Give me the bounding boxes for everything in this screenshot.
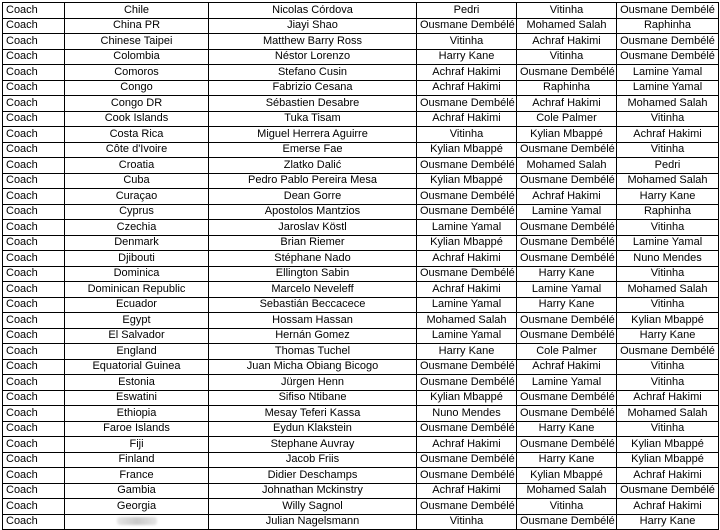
name-cell: Brian Riemer	[209, 235, 417, 251]
country-cell	[65, 514, 209, 530]
first-choice-cell: Ousmane Dembélé	[417, 359, 517, 375]
votes-table-body	[3, 3, 719, 530]
second-choice-cell: Harry Kane	[517, 452, 617, 468]
first-choice-cell: Ousmane Dembélé	[417, 499, 517, 515]
table-row	[3, 142, 719, 158]
country-cell: Georgia	[65, 499, 209, 515]
country-cell: Eswatini	[65, 390, 209, 406]
first-choice-cell: Harry Kane	[417, 49, 517, 65]
first-choice-cell: Nuno Mendes	[417, 406, 517, 422]
role-cell: Coach	[3, 158, 65, 174]
name-cell: Marcelo Neveleff	[209, 282, 417, 298]
country-cell: Ecuador	[65, 297, 209, 313]
table-row	[3, 18, 719, 34]
table-row	[3, 344, 719, 360]
role-cell: Coach	[3, 18, 65, 34]
name-cell: Stefano Cusin	[209, 65, 417, 81]
third-choice-cell: Ousmane Dembélé	[617, 3, 719, 19]
third-choice-cell: Ousmane Dembélé	[617, 344, 719, 360]
table-row	[3, 96, 719, 112]
role-cell: Coach	[3, 204, 65, 220]
second-choice-cell: Ousmane Dembélé	[517, 220, 617, 236]
first-choice-cell: Ousmane Dembélé	[417, 189, 517, 205]
name-cell: Matthew Barry Ross	[209, 34, 417, 50]
third-choice-cell: Harry Kane	[617, 189, 719, 205]
first-choice-cell: Kylian Mbappé	[417, 173, 517, 189]
second-choice-cell: Mohamed Salah	[517, 483, 617, 499]
third-choice-cell: Harry Kane	[617, 328, 719, 344]
country-cell: Chile	[65, 3, 209, 19]
first-choice-cell: Achraf Hakimi	[417, 111, 517, 127]
role-cell: Coach	[3, 421, 65, 437]
third-choice-cell: Vitinha	[617, 297, 719, 313]
table-row	[3, 189, 719, 205]
name-cell: Hernán Gomez	[209, 328, 417, 344]
third-choice-cell: Kylian Mbappé	[617, 452, 719, 468]
third-choice-cell: Achraf Hakimi	[617, 390, 719, 406]
name-cell: Jaroslav Köstl	[209, 220, 417, 236]
role-cell: Coach	[3, 34, 65, 50]
role-cell: Coach	[3, 313, 65, 329]
role-cell: Coach	[3, 406, 65, 422]
country-cell: Finland	[65, 452, 209, 468]
table-row	[3, 328, 719, 344]
role-cell: Coach	[3, 483, 65, 499]
third-choice-cell: Mohamed Salah	[617, 406, 719, 422]
table-row	[3, 483, 719, 499]
second-choice-cell: Kylian Mbappé	[517, 127, 617, 143]
first-choice-cell: Ousmane Dembélé	[417, 266, 517, 282]
name-cell: Stephane Auvray	[209, 437, 417, 453]
third-choice-cell: Lamine Yamal	[617, 65, 719, 81]
name-cell: Mesay Teferi Kassa	[209, 406, 417, 422]
second-choice-cell: Achraf Hakimi	[517, 359, 617, 375]
table-row	[3, 3, 719, 19]
name-cell: Miguel Herrera Aguirre	[209, 127, 417, 143]
role-cell: Coach	[3, 468, 65, 484]
second-choice-cell: Mohamed Salah	[517, 18, 617, 34]
table-row	[3, 437, 719, 453]
table-row	[3, 65, 719, 81]
third-choice-cell: Pedri	[617, 158, 719, 174]
role-cell: Coach	[3, 297, 65, 313]
first-choice-cell: Achraf Hakimi	[417, 437, 517, 453]
name-cell: Julian Nagelsmann	[209, 514, 417, 530]
name-cell: Dean Gorre	[209, 189, 417, 205]
country-cell: Croatia	[65, 158, 209, 174]
second-choice-cell: Ousmane Dembélé	[517, 313, 617, 329]
table-row	[3, 359, 719, 375]
role-cell: Coach	[3, 235, 65, 251]
third-choice-cell: Mohamed Salah	[617, 173, 719, 189]
country-cell: England	[65, 344, 209, 360]
role-cell: Coach	[3, 220, 65, 236]
country-cell: El Salvador	[65, 328, 209, 344]
country-cell: Denmark	[65, 235, 209, 251]
table-row	[3, 282, 719, 298]
name-cell: Willy Sagnol	[209, 499, 417, 515]
second-choice-cell: Ousmane Dembélé	[517, 328, 617, 344]
second-choice-cell: Ousmane Dembélé	[517, 173, 617, 189]
second-choice-cell: Ousmane Dembélé	[517, 437, 617, 453]
third-choice-cell: Harry Kane	[617, 514, 719, 530]
table-row	[3, 468, 719, 484]
country-cell: Dominica	[65, 266, 209, 282]
table-row	[3, 49, 719, 65]
name-cell: Jiayi Shao	[209, 18, 417, 34]
table-row	[3, 266, 719, 282]
third-choice-cell: Vitinha	[617, 266, 719, 282]
name-cell: Sebastián Beccacece	[209, 297, 417, 313]
role-cell: Coach	[3, 499, 65, 515]
third-choice-cell: Nuno Mendes	[617, 251, 719, 267]
second-choice-cell: Lamine Yamal	[517, 375, 617, 391]
name-cell: Jacob Friis	[209, 452, 417, 468]
second-choice-cell: Mohamed Salah	[517, 158, 617, 174]
role-cell: Coach	[3, 142, 65, 158]
third-choice-cell: Mohamed Salah	[617, 96, 719, 112]
second-choice-cell: Harry Kane	[517, 266, 617, 282]
country-cell: Faroe Islands	[65, 421, 209, 437]
second-choice-cell: Achraf Hakimi	[517, 96, 617, 112]
third-choice-cell: Lamine Yamal	[617, 80, 719, 96]
table-row	[3, 204, 719, 220]
first-choice-cell: Ousmane Dembélé	[417, 421, 517, 437]
third-choice-cell: Vitinha	[617, 220, 719, 236]
name-cell: Didier Deschamps	[209, 468, 417, 484]
first-choice-cell: Achraf Hakimi	[417, 483, 517, 499]
name-cell: Juan Micha Obiang Bicogo	[209, 359, 417, 375]
third-choice-cell: Mohamed Salah	[617, 282, 719, 298]
second-choice-cell: Harry Kane	[517, 421, 617, 437]
first-choice-cell: Pedri	[417, 3, 517, 19]
first-choice-cell: Achraf Hakimi	[417, 80, 517, 96]
name-cell: Zlatko Dalić	[209, 158, 417, 174]
first-choice-cell: Lamine Yamal	[417, 297, 517, 313]
table-row	[3, 313, 719, 329]
name-cell: Fabrizio Cesana	[209, 80, 417, 96]
country-cell: Cook Islands	[65, 111, 209, 127]
second-choice-cell: Harry Kane	[517, 297, 617, 313]
role-cell: Coach	[3, 452, 65, 468]
table-row	[3, 297, 719, 313]
table-row	[3, 251, 719, 267]
third-choice-cell: Vitinha	[617, 359, 719, 375]
table-row	[3, 235, 719, 251]
table-row	[3, 34, 719, 50]
third-choice-cell: Vitinha	[617, 142, 719, 158]
second-choice-cell: Ousmane Dembélé	[517, 251, 617, 267]
name-cell: Johnathan Mckinstry	[209, 483, 417, 499]
name-cell: Eydun Klakstein	[209, 421, 417, 437]
country-cell: Cyprus	[65, 204, 209, 220]
second-choice-cell: Achraf Hakimi	[517, 34, 617, 50]
second-choice-cell: Ousmane Dembélé	[517, 65, 617, 81]
role-cell: Coach	[3, 251, 65, 267]
third-choice-cell: Achraf Hakimi	[617, 468, 719, 484]
votes-table	[2, 2, 719, 530]
name-cell: Pedro Pablo Pereira Mesa	[209, 173, 417, 189]
role-cell: Coach	[3, 390, 65, 406]
role-cell: Coach	[3, 266, 65, 282]
table-row	[3, 111, 719, 127]
role-cell: Coach	[3, 3, 65, 19]
third-choice-cell: Lamine Yamal	[617, 235, 719, 251]
country-cell: Cuba	[65, 173, 209, 189]
role-cell: Coach	[3, 96, 65, 112]
first-choice-cell: Harry Kane	[417, 344, 517, 360]
third-choice-cell: Vitinha	[617, 375, 719, 391]
third-choice-cell: Ousmane Dembélé	[617, 483, 719, 499]
third-choice-cell: Achraf Hakimi	[617, 499, 719, 515]
country-cell: Estonia	[65, 375, 209, 391]
third-choice-cell: Raphinha	[617, 204, 719, 220]
name-cell: Ellington Sabin	[209, 266, 417, 282]
name-cell: Hossam Hassan	[209, 313, 417, 329]
first-choice-cell: Achraf Hakimi	[417, 282, 517, 298]
name-cell: Néstor Lorenzo	[209, 49, 417, 65]
first-choice-cell: Ousmane Dembélé	[417, 158, 517, 174]
third-choice-cell: Vitinha	[617, 111, 719, 127]
first-choice-cell: Ousmane Dembélé	[417, 96, 517, 112]
name-cell: Thomas Tuchel	[209, 344, 417, 360]
first-choice-cell: Ousmane Dembélé	[417, 468, 517, 484]
table-row	[3, 421, 719, 437]
table-row	[3, 158, 719, 174]
role-cell: Coach	[3, 375, 65, 391]
name-cell: Emerse Fae	[209, 142, 417, 158]
first-choice-cell: Achraf Hakimi	[417, 65, 517, 81]
third-choice-cell: Ousmane Dembélé	[617, 34, 719, 50]
country-cell: Equatorial Guinea	[65, 359, 209, 375]
second-choice-cell: Lamine Yamal	[517, 204, 617, 220]
second-choice-cell: Cole Palmer	[517, 111, 617, 127]
country-cell: France	[65, 468, 209, 484]
third-choice-cell: Kylian Mbappé	[617, 313, 719, 329]
country-cell: Congo DR	[65, 96, 209, 112]
first-choice-cell: Vitinha	[417, 34, 517, 50]
role-cell: Coach	[3, 49, 65, 65]
first-choice-cell: Kylian Mbappé	[417, 235, 517, 251]
first-choice-cell: Vitinha	[417, 127, 517, 143]
role-cell: Coach	[3, 80, 65, 96]
second-choice-cell: Achraf Hakimi	[517, 189, 617, 205]
table-row	[3, 375, 719, 391]
second-choice-cell: Lamine Yamal	[517, 282, 617, 298]
second-choice-cell: Ousmane Dembélé	[517, 514, 617, 530]
second-choice-cell: Vitinha	[517, 499, 617, 515]
redacted-country-blur	[117, 517, 157, 525]
third-choice-cell: Achraf Hakimi	[617, 127, 719, 143]
role-cell: Coach	[3, 437, 65, 453]
country-cell: Fiji	[65, 437, 209, 453]
country-cell: Curaçao	[65, 189, 209, 205]
role-cell: Coach	[3, 359, 65, 375]
country-cell: Comoros	[65, 65, 209, 81]
second-choice-cell: Cole Palmer	[517, 344, 617, 360]
role-cell: Coach	[3, 65, 65, 81]
country-cell: Djibouti	[65, 251, 209, 267]
second-choice-cell: Ousmane Dembélé	[517, 235, 617, 251]
name-cell: Sifiso Ntibane	[209, 390, 417, 406]
third-choice-cell: Vitinha	[617, 421, 719, 437]
first-choice-cell: Kylian Mbappé	[417, 142, 517, 158]
table-row	[3, 80, 719, 96]
first-choice-cell: Ousmane Dembélé	[417, 375, 517, 391]
table-row	[3, 173, 719, 189]
second-choice-cell: Vitinha	[517, 3, 617, 19]
country-cell: Congo	[65, 80, 209, 96]
role-cell: Coach	[3, 328, 65, 344]
first-choice-cell: Lamine Yamal	[417, 328, 517, 344]
table-row	[3, 390, 719, 406]
role-cell: Coach	[3, 514, 65, 530]
country-cell: Colombia	[65, 49, 209, 65]
first-choice-cell: Ousmane Dembélé	[417, 18, 517, 34]
country-cell: China PR	[65, 18, 209, 34]
second-choice-cell: Raphinha	[517, 80, 617, 96]
second-choice-cell: Kylian Mbappé	[517, 468, 617, 484]
role-cell: Coach	[3, 282, 65, 298]
first-choice-cell: Mohamed Salah	[417, 313, 517, 329]
first-choice-cell: Vitinha	[417, 514, 517, 530]
country-cell: Czechia	[65, 220, 209, 236]
country-cell: Gambia	[65, 483, 209, 499]
second-choice-cell: Vitinha	[517, 49, 617, 65]
first-choice-cell: Kylian Mbappé	[417, 390, 517, 406]
role-cell: Coach	[3, 173, 65, 189]
third-choice-cell: Kylian Mbappé	[617, 437, 719, 453]
country-cell: Dominican Republic	[65, 282, 209, 298]
second-choice-cell: Ousmane Dembélé	[517, 390, 617, 406]
role-cell: Coach	[3, 189, 65, 205]
table-row	[3, 452, 719, 468]
role-cell: Coach	[3, 344, 65, 360]
first-choice-cell: Ousmane Dembélé	[417, 204, 517, 220]
table-row	[3, 406, 719, 422]
first-choice-cell: Lamine Yamal	[417, 220, 517, 236]
country-cell: Costa Rica	[65, 127, 209, 143]
name-cell: Tuka Tisam	[209, 111, 417, 127]
table-row	[3, 499, 719, 515]
second-choice-cell: Ousmane Dembélé	[517, 406, 617, 422]
country-cell: Côte d'Ivoire	[65, 142, 209, 158]
table-row	[3, 514, 719, 530]
table-row	[3, 127, 719, 143]
first-choice-cell: Ousmane Dembélé	[417, 452, 517, 468]
name-cell: Jürgen Henn	[209, 375, 417, 391]
third-choice-cell: Ousmane Dembélé	[617, 49, 719, 65]
role-cell: Coach	[3, 127, 65, 143]
name-cell: Sébastien Desabre	[209, 96, 417, 112]
country-cell: Chinese Taipei	[65, 34, 209, 50]
name-cell: Stéphane Nado	[209, 251, 417, 267]
first-choice-cell: Achraf Hakimi	[417, 251, 517, 267]
third-choice-cell: Raphinha	[617, 18, 719, 34]
second-choice-cell: Ousmane Dembélé	[517, 142, 617, 158]
table-row	[3, 220, 719, 236]
name-cell: Nicolas Córdova	[209, 3, 417, 19]
country-cell: Egypt	[65, 313, 209, 329]
country-cell: Ethiopia	[65, 406, 209, 422]
role-cell: Coach	[3, 111, 65, 127]
name-cell: Apostolos Mantzios	[209, 204, 417, 220]
